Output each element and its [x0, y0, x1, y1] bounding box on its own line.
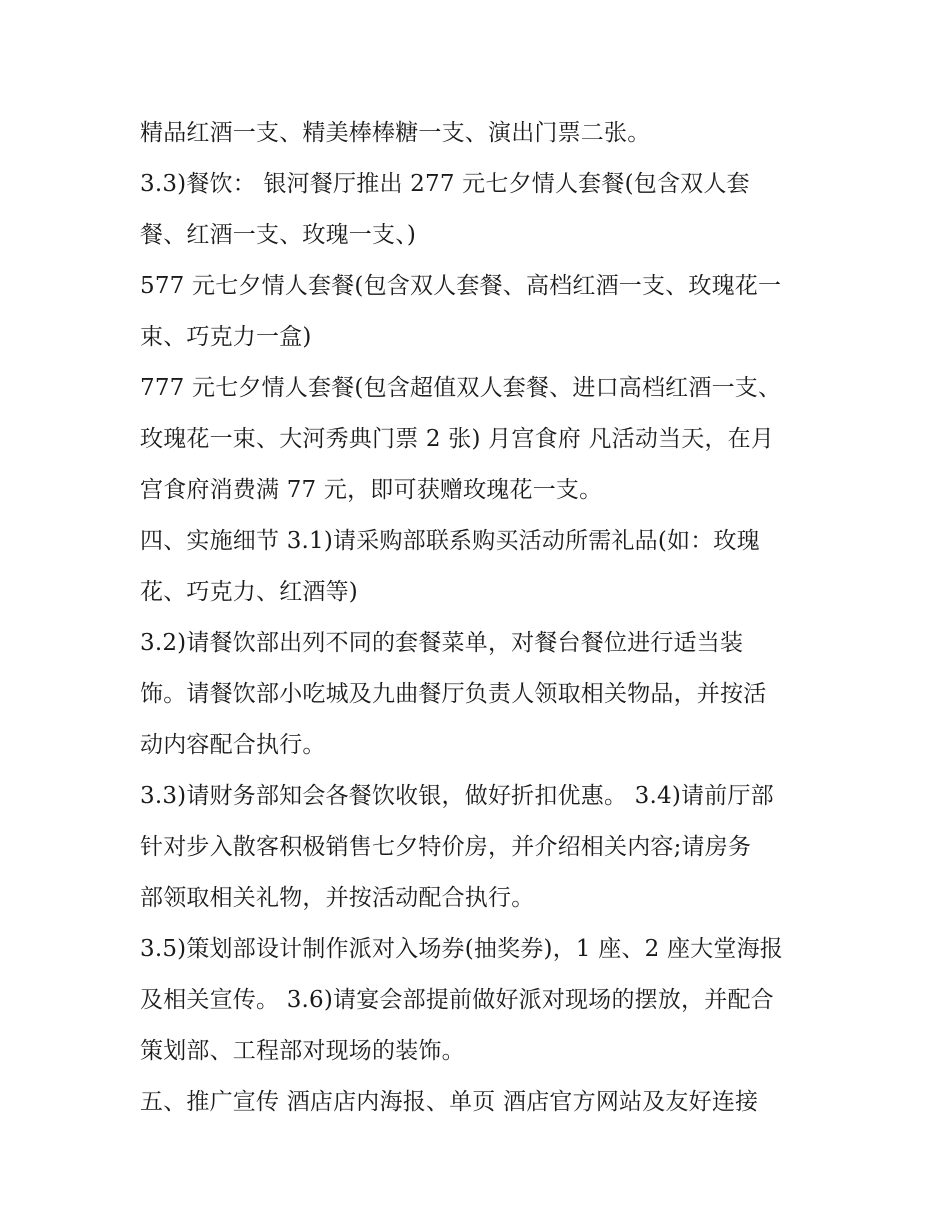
text-line: 宫食府消费满 77 元，即可获赠玫瑰花一支。 [140, 477, 603, 503]
text-line: 577 元七夕情人套餐(包含双人套餐、高档红酒一支、玫瑰花一 [140, 273, 782, 299]
text-line: 777 元七夕情人套餐(包含超值双人套餐、进口高档红酒一支、 [140, 375, 782, 401]
text-line: 3.3)餐饮： 银河餐厅推出 277 元七夕情人套餐(包含双人套 [140, 171, 750, 197]
text-line: 花、巧克力、红酒等) [140, 579, 358, 605]
text-line: 精品红酒一支、精美棒棒糖一支、演出门票二张。 [140, 120, 651, 146]
text-line: 3.3)请财务部知会各餐饮收银，做好折扣优惠。 3.4)请前厅部 [140, 783, 774, 809]
text-line: 部领取相关礼物，并按活动配合执行。 [140, 885, 535, 911]
text-line: 针对步入散客积极销售七夕特价房，并介绍相关内容;请房务 [140, 834, 752, 860]
text-line: 及相关宣传。 3.6)请宴会部提前做好派对现场的摆放，并配合 [140, 987, 774, 1013]
text-line: 束、巧克力一盒) [140, 324, 312, 350]
text-line: 动内容配合执行。 [140, 732, 326, 758]
document-body [140, 108, 820, 1128]
text-line: 五、推广宣传 酒店店内海报、单页 酒店官方网站及友好连接 [140, 1089, 759, 1115]
text-line: 四、实施细节 3.1)请采购部联系购买活动所需礼品(如：玫瑰 [140, 528, 760, 554]
text-line: 3.5)策划部设计制作派对入场券(抽奖券)，1 座、2 座大堂海报 [140, 936, 783, 962]
text-line: 餐、红酒一支、玫瑰一支、) [140, 222, 417, 248]
text-line: 饰。请餐饮部小吃城及九曲餐厅负责人领取相关物品，并按活 [140, 681, 767, 707]
text-line: 策划部、工程部对现场的装饰。 [140, 1038, 465, 1064]
text-line: 3.2)请餐饮部出列不同的套餐菜单，对餐台餐位进行适当装 [140, 630, 744, 656]
text-line: 玫瑰花一束、大河秀典门票 2 张) 月宫食府 凡活动当天，在月 [140, 426, 775, 452]
